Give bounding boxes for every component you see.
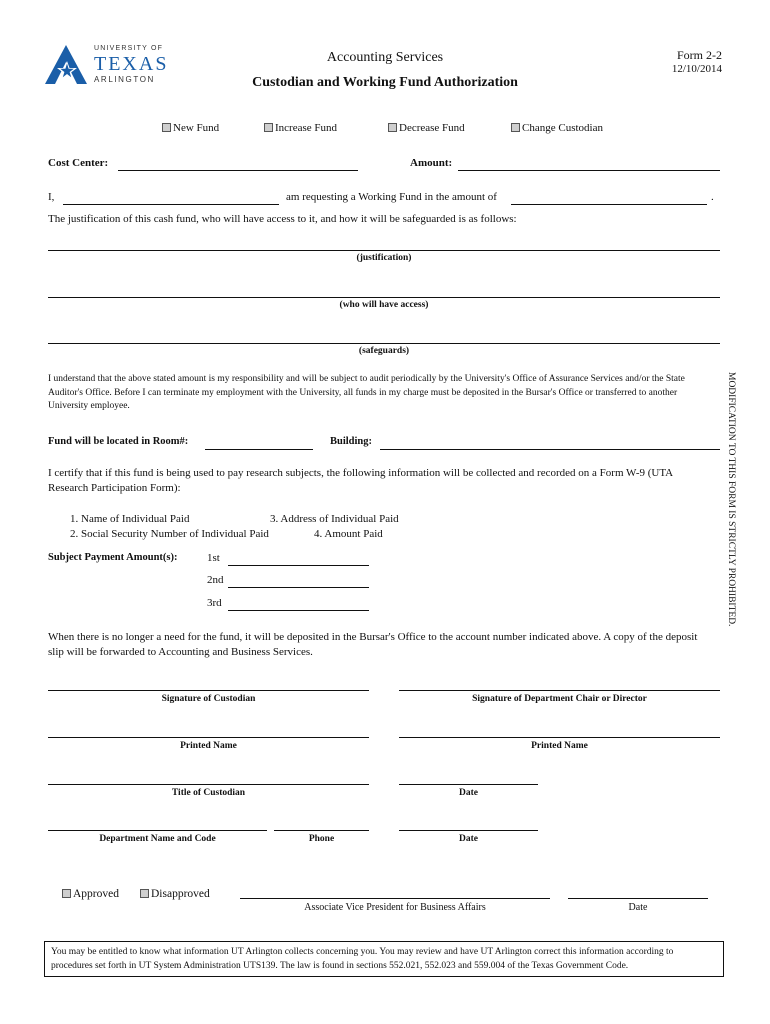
- certify-statement: I certify that if this fund is being used to pay research subjects, the following information will be collected and recorded on a Form W-9 (UTA Research Participation Form):: [48, 467, 673, 494]
- custodian-name-field[interactable]: [63, 204, 279, 205]
- form-title: Custodian and Working Fund Authorization: [252, 75, 518, 90]
- form-date: 12/10/2014: [671, 63, 722, 75]
- safeguards-caption: (safeguards): [358, 346, 410, 356]
- privacy-notice-box: [44, 941, 724, 977]
- info-item-4: 4. Amount Paid: [314, 528, 383, 540]
- cost-center-label: Cost Center:: [48, 157, 109, 169]
- custodian-printed-name-caption: Printed Name: [180, 741, 237, 751]
- access-caption: (who will have access): [339, 300, 429, 310]
- amount-field[interactable]: [458, 170, 720, 171]
- justification-caption: (justification): [356, 253, 412, 263]
- logo-university-of: UNIVERSITY OF: [94, 45, 164, 52]
- increase-fund-checkbox[interactable]: [264, 123, 273, 132]
- payment-3rd-label: 3rd: [207, 597, 222, 609]
- avp-signature-field[interactable]: [240, 898, 550, 899]
- form-number: Form 2-2: [677, 48, 722, 62]
- option-decrease-fund[interactable]: [388, 122, 465, 134]
- option-approved[interactable]: [62, 888, 119, 900]
- phone-field[interactable]: [274, 830, 369, 831]
- info-item-1: 1. Name of Individual Paid: [70, 513, 190, 525]
- justification-intro: The justification of this cash fund, who will have access to it, and how it will be safeguarded is as follows:: [48, 213, 517, 225]
- privacy-notice-text: You may be entitled to know what information UT Arlington collects concerning you. You may review and have UT Arlington correct this information according to procedures set forth in UT System Administration UTS139. The law is found in sections 552.021, 552.023 and 559.004 of the Texas Government Code.: [51, 947, 674, 971]
- custodian-signature-caption: Signature of Custodian: [161, 694, 256, 704]
- custodian-signature-field[interactable]: [48, 690, 369, 691]
- change-custodian-checkbox[interactable]: [511, 123, 520, 132]
- date-2-field[interactable]: [399, 830, 538, 831]
- building-label: Building:: [330, 436, 373, 447]
- info-item-2: 2. Social Security Number of Individual Paid: [70, 528, 269, 540]
- disapproved-checkbox[interactable]: [140, 889, 149, 898]
- option-change-custodian[interactable]: [511, 122, 603, 134]
- chair-printed-name-field[interactable]: [399, 737, 720, 738]
- requesting-text: am requesting a Working Fund in the amount of: [286, 191, 497, 203]
- i-label: I,: [48, 191, 55, 203]
- room-label: Fund will be located in Room#:: [48, 436, 189, 447]
- subject-payment-label: Subject Payment Amount(s):: [48, 552, 178, 563]
- avp-caption: Associate Vice President for Business Affairs: [304, 902, 486, 913]
- room-field[interactable]: [205, 449, 313, 450]
- department-code-caption: Department Name and Code: [99, 834, 216, 844]
- approved-label: Approved: [73, 888, 119, 900]
- access-field[interactable]: [48, 297, 720, 298]
- increase-fund-label: Increase Fund: [275, 122, 338, 134]
- change-custodian-label: Change Custodian: [522, 122, 603, 134]
- chair-signature-caption: Signature of Department Chair or Director: [472, 694, 647, 704]
- phone-caption: Phone: [308, 834, 335, 844]
- new-fund-label: New Fund: [173, 122, 220, 134]
- payment-2nd-label: 2nd: [207, 574, 224, 586]
- sentence-period: .: [711, 191, 714, 203]
- chair-signature-field[interactable]: [399, 690, 720, 691]
- payment-3rd-field[interactable]: [228, 610, 369, 611]
- new-fund-checkbox[interactable]: [162, 123, 171, 132]
- fund-amount-field[interactable]: [511, 204, 707, 205]
- option-increase-fund[interactable]: [264, 122, 337, 134]
- department-name: Accounting Services: [326, 50, 444, 65]
- modification-notice: [722, 372, 738, 647]
- decrease-fund-checkbox[interactable]: [388, 123, 397, 132]
- option-new-fund[interactable]: [162, 122, 219, 134]
- cost-center-field[interactable]: [118, 170, 358, 171]
- custodian-printed-name-field[interactable]: [48, 737, 369, 738]
- payment-1st-label: 1st: [207, 552, 220, 564]
- building-field[interactable]: [380, 449, 720, 450]
- decrease-fund-label: Decrease Fund: [399, 122, 465, 134]
- payment-2nd-field[interactable]: [228, 587, 369, 588]
- justification-field[interactable]: [48, 250, 720, 251]
- option-disapproved[interactable]: [140, 888, 210, 900]
- safeguards-field[interactable]: [48, 343, 720, 344]
- department-code-field[interactable]: [48, 830, 267, 831]
- date-1-field[interactable]: [399, 784, 538, 785]
- custodian-title-field[interactable]: [48, 784, 369, 785]
- logo-texas: TEXAS: [94, 53, 169, 75]
- deposit-statement: When there is no longer a need for the fund, it will be deposited in the Bursar's Office to the account number indicated above. A copy of the deposit slip will be forwarded to Accounting and Business Services.: [48, 631, 698, 658]
- amount-label: Amount:: [410, 157, 453, 169]
- custodian-title-caption: Title of Custodian: [171, 788, 246, 798]
- responsibility-statement: I understand that the above stated amount is my responsibility and will be subject to audit periodically by the University's Office of Assurance Services and/or the State Auditor's Office. Before I can terminate my employment with the University, all funds in my charge must be deposited in the Bursar's Office or transferred to another University employee.: [48, 374, 685, 411]
- disapproved-label: Disapproved: [151, 888, 210, 900]
- payment-1st-field[interactable]: [228, 565, 369, 566]
- modification-notice-text: MODIFICATION TO THIS FORM IS STRICTLY PROHIBITED.: [726, 372, 736, 627]
- date-2-caption: Date: [459, 834, 478, 844]
- info-item-3: 3. Address of Individual Paid: [270, 513, 399, 525]
- logo-arlington: ARLINGTON: [94, 75, 155, 84]
- approved-checkbox[interactable]: [62, 889, 71, 898]
- avp-date-field[interactable]: [568, 898, 708, 899]
- avp-date-caption: Date: [628, 902, 648, 913]
- chair-printed-name-caption: Printed Name: [531, 741, 588, 751]
- date-1-caption: Date: [459, 788, 478, 798]
